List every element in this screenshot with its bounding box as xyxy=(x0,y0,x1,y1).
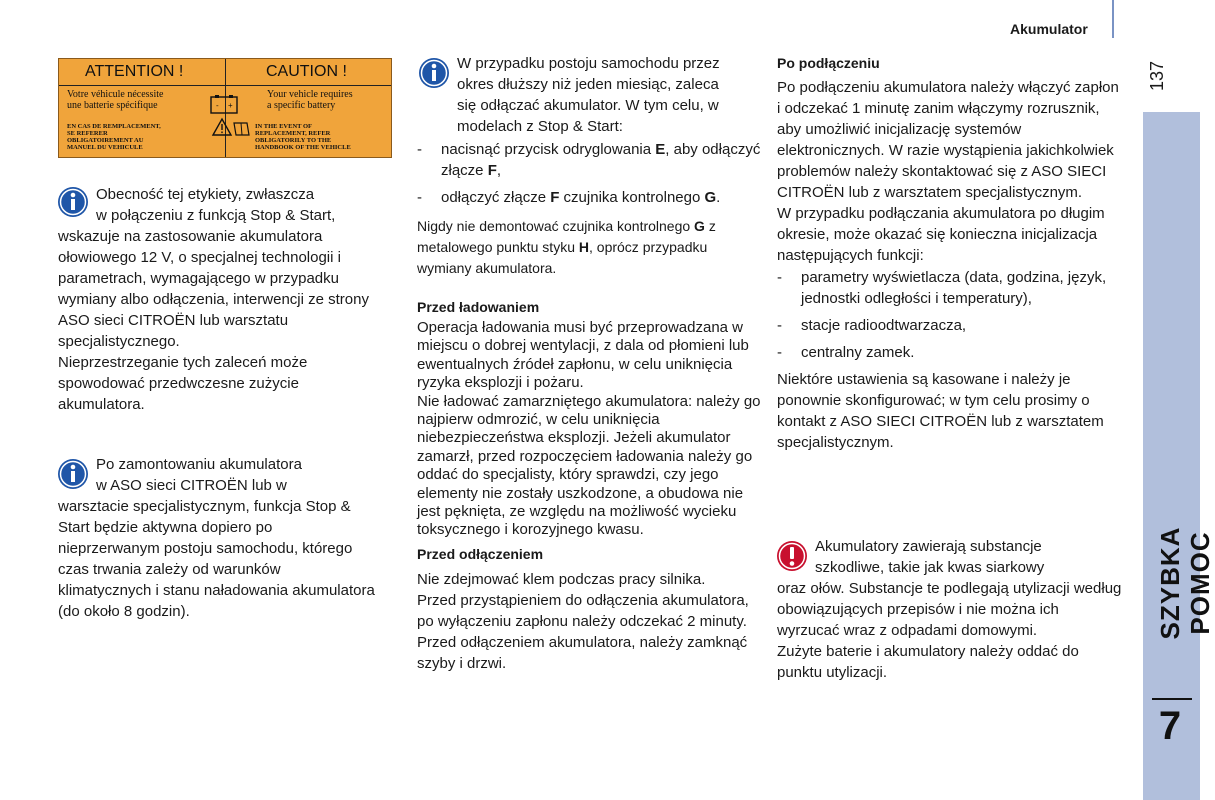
label-en-small3: OBLIGATORILY TO THE xyxy=(255,137,332,144)
info-note-line1: Obecność tej etykiety, zwłaszcza xyxy=(96,186,315,203)
label-rule xyxy=(59,85,391,86)
chapter-number: 7 xyxy=(1158,704,1182,748)
info-note-body: wskazuje na zastosowanie akumulatora ołowiowego 12 V, o specjalnej technologii i parametrach, wymagającego w przypadku wymiany albo odłączenia, interwencji ze strony ASO sieci CITROËN lub warsztatu specjalistycznego. xyxy=(58,228,369,350)
label-en-small4: HANDBOOK OF THE VEHICLE xyxy=(255,144,351,151)
after-paragraph1: Po podłączeniu akumulatora należy włączyć zapłon i odczekać 1 minutę zanim włączymy rozrusznik, aby umożliwić inicjalizację systemów elektronicznych. W razie wystąpienia jakichkolwiek problemów należy skontaktować się z ASO SIECI CITROËN lub z warsztatem specjalistycznym. xyxy=(777,79,1119,201)
label-en-small2: REPLACEMENT, REFER xyxy=(255,130,331,137)
label-fr-line2: une batterie spécifique xyxy=(67,100,158,111)
after-paragraph3: Niektóre ustawienia są kasowane i należy je ponownie skonfigurować; w tym celu prosimy o kontakt z ASO SIECI CITROËN lub z warsztatem specjalistycznym. xyxy=(777,371,1104,451)
charging-paragraph1: Operacja ładowania musi być przeprowadzana w miejscu o dobrej wentylacji, z dala od płomieni lub ewentualnych źródeł zapłonu, w celu uniknięcia ryzyka eksplozji i pożaru. xyxy=(417,319,749,392)
header-rule xyxy=(1112,0,1114,38)
label-en-small1: IN THE EVENT OF xyxy=(255,123,313,130)
label-fr-small4: MANUEL DU VEHICULE xyxy=(67,144,143,151)
label-fr-small2: SE REFERER xyxy=(67,130,108,137)
label-attention: ATTENTION ! xyxy=(85,63,184,80)
heading-before-disconnect: Przed odłączeniem xyxy=(417,545,544,562)
chapter-label: SZYBKA POMOC xyxy=(1155,526,1215,640)
warning-note-line1: Akumulatory zawierają substancje xyxy=(815,538,1042,555)
warning-note-body: oraz ołów. Substancje te podlegają utylizacji według obowiązujących przepisów i nie można ich wyrzucać wraz z odpadami domowymi. xyxy=(777,580,1122,639)
battery-warning-icon xyxy=(197,95,255,139)
disconnect-paragraph2: Przed przystąpieniem do odłączenia akumulatora, po wyłączeniu zapłonu należy odczekać 2 minuty. xyxy=(417,591,749,630)
list-item: - stacje radioodtwarzacza, xyxy=(777,315,1122,336)
info-note-extra: Nieprzestrzeganie tych zaleceń może spowodować przedwczesne zużycie akumulatora. xyxy=(58,354,308,413)
svg-text:+: + xyxy=(228,101,233,110)
disconnect-paragraph3: Przed odłączeniem akumulatora, należy zamknąć szyby i drzwi. xyxy=(417,633,748,672)
label-fr-small3: OBLIGATOIREMENT AU xyxy=(67,137,144,144)
label-fr-small1: EN CAS DE REMPLACEMENT, xyxy=(67,123,161,130)
list-item: - odłączyć złącze F czujnika kontrolnego G. xyxy=(417,187,762,208)
chapter-rule xyxy=(1152,698,1192,700)
heading-after-connect: Po podłączeniu xyxy=(777,55,880,71)
info-note-line2: w połączeniu z funkcją Stop & Start, xyxy=(96,207,336,224)
list-item: - parametry wyświetlacza (data, godzina, język, jednostki odległości i temperatury), xyxy=(777,267,1122,309)
warning-note-line2: szkodliwe, takie jak kwas siarkowy xyxy=(815,559,1045,576)
chapter-side-tab xyxy=(1143,112,1215,800)
info-note-battery-label xyxy=(58,184,378,415)
heading-before-charging: Przed ładowaniem xyxy=(417,299,540,315)
list-item: - nacisnąć przycisk odryglowania E, aby odłączyć złącze F, xyxy=(417,139,762,181)
storage-note-line3: się odłączać akumulator. W tym celu, w xyxy=(457,97,719,114)
label-fr-line1: Votre véhicule nécessite xyxy=(67,89,164,100)
label-en-line2: a specific battery xyxy=(267,100,336,111)
page-number: 137 xyxy=(1147,60,1167,91)
column-3 xyxy=(777,53,1122,453)
sensor-warning: Nigdy nie demontować czujnika kontrolnego G z metalowego punktu styku H, oprócz przypadku wymiany akumulatora. xyxy=(417,218,716,276)
storage-note-line1: W przypadku postoju samochodu przez xyxy=(457,55,720,72)
section-title: Akumulator xyxy=(1010,21,1088,37)
info-note-line2: w ASO sieci CITROËN lub w xyxy=(96,477,287,494)
battery-warning-label xyxy=(58,58,392,158)
charging-paragraph2: Nie ładować zamarzniętego akumulatora: należy go najpierw odmrozić, w celu uniknięcia niebezpieczeństwa eksplozji. Jeżeli akumulator zamarzł, przed rozpoczęciem ładowania należy go oddać do specjalisty, który sprawdzi, czy jego elementy nie zostały uszkodzone, a obudowa nie jest pęknięta, ze względu na możliwość wycieku toksycznego i korozyjnego kwasu. xyxy=(417,392,761,539)
disconnect-paragraph1: Nie zdejmować klem podczas pracy silnika. xyxy=(417,570,706,588)
info-note-line1: Po zamontowaniu akumulatora xyxy=(96,456,302,473)
svg-text:-: - xyxy=(216,101,219,110)
storage-note-line4: modelach z Stop & Start: xyxy=(457,118,623,135)
warning-note-hazardous xyxy=(777,536,1122,683)
info-note-body: warsztacie specjalistycznym, funkcja Stop & Start będzie aktywna dopiero po nieprzerwanym postoju samochodu, którego czas trwania zależy od warunków klimatycznych i stanu naładowania akumulatora (do około 8 godzin). xyxy=(58,498,375,620)
warning-note-extra: Zużyte baterie i akumulatory należy oddać do punktu utylizacji. xyxy=(777,643,1079,681)
storage-note-line2: okres dłuższy niż jeden miesiąc, zaleca xyxy=(457,76,719,93)
label-caution: CAUTION ! xyxy=(266,63,347,80)
after-paragraph2: W przypadku podłączania akumulatora po długim okresie, może okazać się konieczna inicjalizacja następujących funkcji: xyxy=(777,205,1105,264)
list-item: - centralny zamek. xyxy=(777,342,1122,363)
label-en-line1: Your vehicle requires xyxy=(267,89,353,100)
column-2 xyxy=(417,53,762,674)
info-note-stop-start xyxy=(58,454,378,622)
